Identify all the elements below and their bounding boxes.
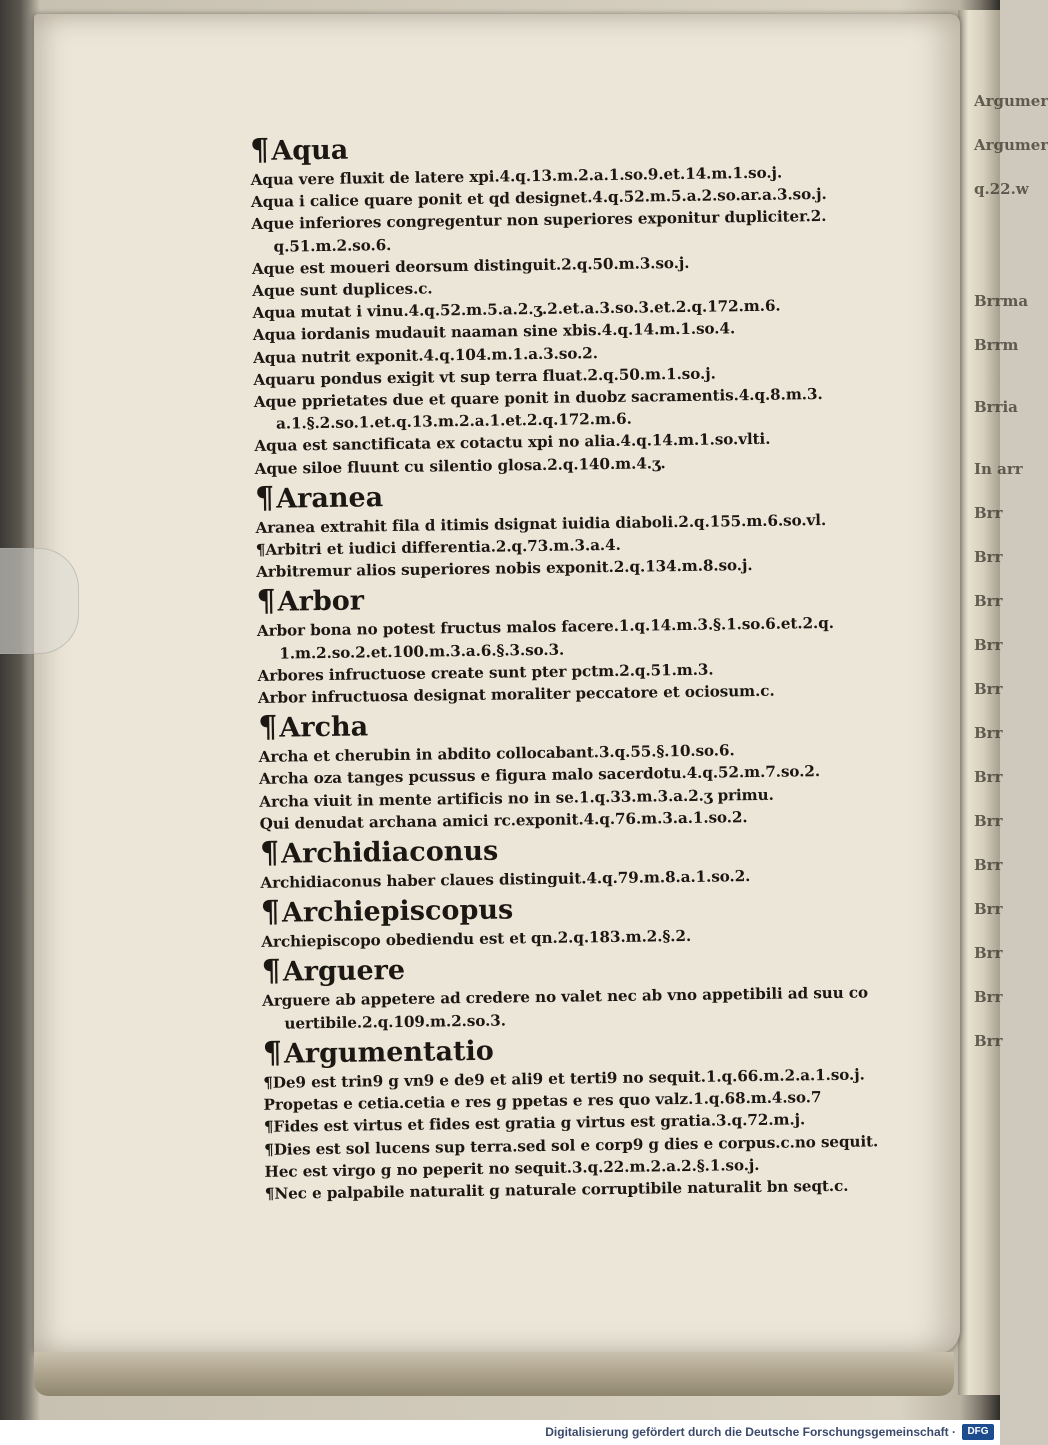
page-bottom-edge	[34, 1352, 954, 1396]
entry-line: Arbor infructuosa designat moraliter peccatore et ociosum.c.	[257, 681, 775, 708]
pilcrow-icon: ¶	[258, 709, 278, 746]
entry-line: Hec est virgo g no peperit no sequit.3.q.22.m.2.a.2.§.1.so.j.	[264, 1155, 760, 1181]
section-heading-text: Archiepiscopus	[281, 894, 514, 929]
facing-page-fragment: Brrma	[974, 292, 1029, 310]
entry-line: Aranea extrahit fila d itimis dsignat iuidia diaboli.2.q.155.m.6.so.vl.	[255, 510, 827, 537]
facing-page-fragment: Brria	[974, 398, 1018, 416]
entry-line: ¶Dies est sol lucens sup terra.sed sol e corp9 g dies e corpus.c.no sequit.	[264, 1131, 879, 1159]
entry-line: ¶De9 est trin9 g vn9 e de9 et ali9 et terti9 no sequit.1.q.66.m.2.a.1.so.j.	[263, 1065, 865, 1092]
facing-page-fragment: Brr	[974, 768, 1003, 786]
section-heading-text: Aranea	[276, 482, 384, 515]
facing-page-fragment: Brrm	[974, 336, 1019, 354]
entry-line: ¶Nec e palpabile naturalit g naturale corruptibile naturalit bn seqt.c.	[264, 1176, 849, 1203]
entry-line: Arbores infructuose create sunt pter pctm.2.q.51.m.3.	[257, 660, 714, 685]
facing-page-fragment: Argumer	[974, 136, 1048, 154]
pilcrow-icon: ¶	[262, 1035, 283, 1071]
facing-page-fragment: q.22.w	[974, 180, 1029, 198]
facing-page-fragment: Brr	[974, 636, 1003, 654]
facing-page-fragment: Brr	[974, 900, 1003, 918]
facing-page-edge	[958, 10, 1048, 1395]
pilcrow-icon: ¶	[260, 894, 281, 931]
facing-page-fragment: Brr	[974, 1032, 1003, 1050]
section-heading-text: Arguere	[282, 955, 406, 989]
pilcrow-icon: ¶	[250, 132, 270, 168]
entry-line: Aque sunt duplices.c.	[252, 279, 433, 300]
entry-line: Aqua mutat i vinu.4.q.52.m.5.a.2.ʒ.2.et.a.3.so.3.et.2.q.172.m.6.	[252, 296, 781, 323]
index-text-column	[250, 123, 925, 1205]
facing-page-fragment: Brr	[974, 504, 1003, 522]
entry-line: ¶Fides est virtus et fides est gratia g virtus est gratia.3.q.72.m.j.	[263, 1110, 806, 1137]
entry-line: Propetas e cetia.cetia e res g ppetas e res quo valz.1.q.68.m.4.so.7	[263, 1088, 822, 1114]
scanner-clip	[0, 548, 79, 654]
entry-continuation-line: q.51.m.2.so.6.	[273, 235, 392, 256]
section-heading-text: Archidiaconus	[280, 835, 499, 870]
dfg-logo[interactable]: DFG	[962, 1424, 994, 1440]
facing-page-fragment: Brr	[974, 680, 1003, 698]
entry-line: Arbor bona no potest fructus malos facere.1.q.14.m.3.§.1.so.6.et.2.q.	[256, 614, 834, 641]
entry-line: Aqua i calice quare ponit et qd designet.4.q.52.m.5.a.2.so.ar.a.3.so.j.	[250, 185, 827, 212]
entry-continuation-line: 1.m.2.so.2.et.100.m.3.a.6.§.3.so.3.	[279, 640, 565, 663]
facing-page-fragment: Brr	[974, 944, 1003, 962]
section-heading-text: Arbor	[277, 585, 365, 619]
facing-page-fragment: Brr	[974, 812, 1003, 830]
entry-line: Archa viuit in mente artificis no in se.1.q.33.m.3.a.2.ʒ primu.	[259, 785, 774, 811]
facing-page-fragment: Brr	[974, 988, 1003, 1006]
facing-page-fragment: Brr	[974, 548, 1003, 566]
entry-continuation-line: uertibile.2.q.109.m.2.so.3.	[284, 1011, 506, 1033]
section-heading-text: Argumentatio	[283, 1035, 494, 1070]
pilcrow-icon: ¶	[261, 954, 282, 990]
pilcrow-icon: ¶	[254, 480, 275, 516]
entry-line: Aque siloe fluunt cu silentio glosa.2.q.140.m.4.ʒ.	[254, 453, 666, 478]
entry-line: Arguere ab appetere ad credere no valet nec ab vno appetibili ad suu co	[262, 983, 869, 1011]
entry-line: Archiepiscopo obediendu est et qn.2.q.183.m.2.§.2.	[261, 927, 692, 952]
funding-credit: Digitalisierung gefördert durch die Deutsche Forschungsgemeinschaft ·	[545, 1425, 956, 1439]
entry-line: Aque pprietates due et quare ponit in duobz sacramentis.4.q.8.m.3.	[253, 385, 823, 412]
entry-line: Qui denudat archana amici rc.exponit.4.q.76.m.3.a.1.so.2.	[259, 807, 748, 833]
entry-line: Arbitremur alios superiores nobis exponit.2.q.134.m.8.so.j.	[256, 556, 753, 582]
facing-page-fragment: Brr	[974, 592, 1003, 610]
entry-line: Aqua iordanis mudauit naaman sine xbis.4.q.14.m.1.so.4.	[252, 319, 736, 345]
entry-line: Archidiaconus haber claues distinguit.4.q.79.m.8.a.1.so.2.	[260, 867, 751, 893]
entry-line: Archa oza tanges pcussus e figura malo sacerdotu.4.q.52.m.7.so.2.	[258, 762, 821, 789]
entry-line: Aqua est sanctificata ex cotactu xpi no alia.4.q.14.m.1.so.vlti.	[254, 430, 771, 456]
footer-bar	[0, 1420, 1000, 1445]
facing-page-fragment: Brr	[974, 724, 1003, 742]
entry-line: Aqua vere fluxit de latere xpi.4.q.13.m.2.a.1.so.9.et.14.m.1.so.j.	[250, 163, 783, 189]
entry-line: ¶Arbitri et iudici differentia.2.q.73.m.3.a.4.	[255, 535, 621, 560]
entry-line: Aqua nutrit exponit.4.q.104.m.1.a.3.so.2.	[253, 343, 598, 367]
facing-page-fragment: In arr	[974, 460, 1023, 478]
pilcrow-icon: ¶	[256, 584, 276, 620]
entry-line: Aquaru pondus exigit vt sup terra fluat.2.q.50.m.1.so.j.	[253, 364, 716, 389]
section-heading-text: Aqua	[271, 134, 349, 167]
facing-page-fragment: Argumer	[974, 92, 1048, 110]
pilcrow-icon: ¶	[259, 835, 280, 872]
facing-page-fragment: Brr	[974, 856, 1003, 874]
section-heading-text: Archa	[279, 711, 369, 744]
entry-line: Archa et cherubin in abdito collocabant.3.q.55.§.10.so.6.	[258, 741, 735, 767]
entry-line: Aque inferiores congregentur non superiores exponitur dupliciter.2.	[251, 207, 827, 234]
entry-continuation-line: a.1.§.2.so.1.et.q.13.m.2.a.1.et.2.q.172.m.6.	[275, 409, 632, 433]
entry-line: Aque est moueri deorsum distinguit.2.q.50.m.3.so.j.	[251, 253, 690, 278]
